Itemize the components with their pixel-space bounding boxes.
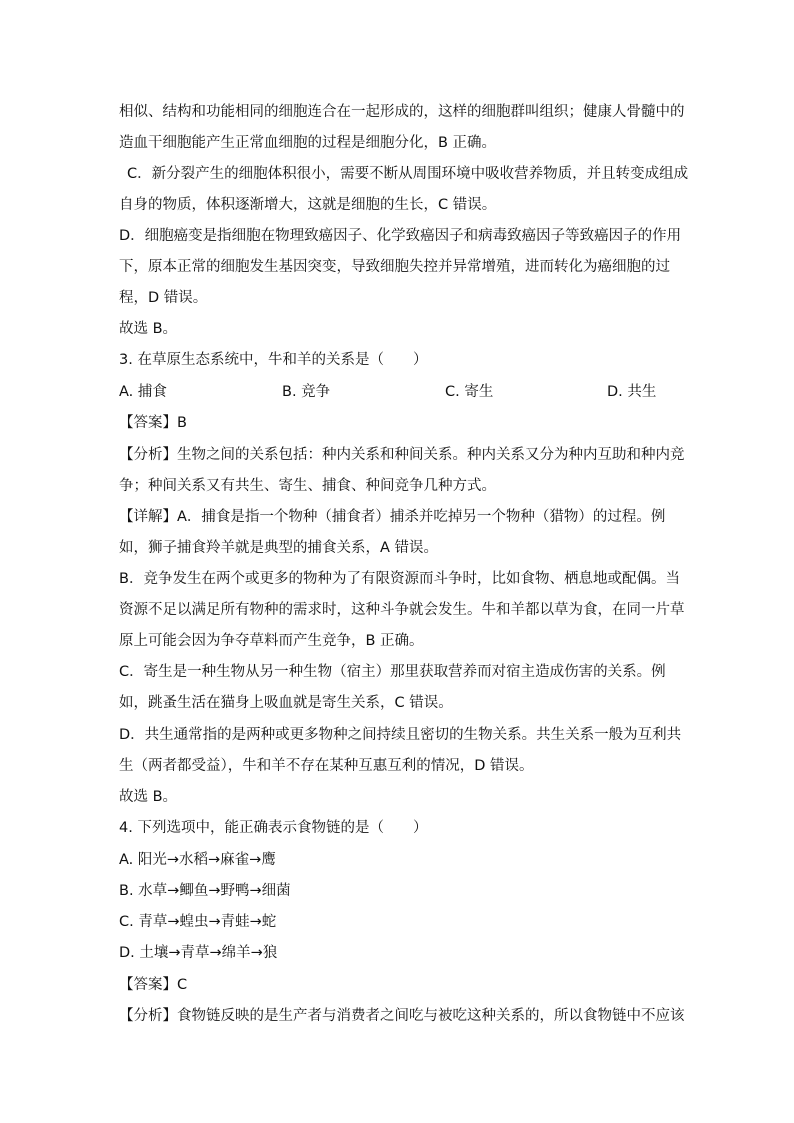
q3-answer (119, 413, 187, 433)
question-3-stem: 3. 在草原生态系统中，牛和羊的关系是（ ） (119, 352, 428, 368)
q3-option-b: B. 竞争 (282, 384, 331, 400)
q4-analysis-line (119, 1006, 685, 1026)
q3-detail-line: 如，跳蚤生活在猫身上吸血就是寄生关系，C 错误。 (119, 695, 453, 711)
answer-value: C (177, 977, 188, 993)
question-4-stem: 4. 下列选项中，能正确表示食物链的是（ ） (119, 820, 428, 836)
analysis-tag: 【分析】 (119, 1008, 177, 1024)
answer-tag: 【答案】 (119, 977, 177, 993)
text-line: 自身的物质，体积逐渐增大，这就是细胞的生长，C 错误。 (119, 197, 497, 213)
detail-tag: 【详解】 (119, 509, 177, 525)
q4-option-c: C. 青草→蝗虫→青蛙→蛇 (119, 914, 277, 930)
q3-analysis-line (119, 445, 685, 465)
answer-tag: 【答案】 (119, 415, 177, 431)
q3-analysis-line: 争；种间关系又有共生、寄生、捕食、种间竞争几种方式。 (119, 478, 496, 494)
q4-option-d: D. 土壤→青草→绵羊→狼 (119, 945, 278, 961)
text-line: 故选 B。 (119, 321, 178, 337)
q3-option-a: A. 捕食 (119, 384, 167, 400)
answer-value: B (177, 415, 187, 431)
q3-detail-line (119, 507, 665, 527)
q3-detail-line: 生（两者都受益），牛和羊不存在某种互惠互利的情况，D 错误。 (119, 758, 534, 774)
q3-option-c: C. 寄生 (445, 384, 494, 400)
analysis-text: 生物之间的关系包括：种内关系和种间关系。种内关系又分为种内互助和种内竞 (177, 447, 685, 463)
analysis-tag: 【分析】 (119, 447, 177, 463)
q3-option-d: D. 共生 (607, 384, 657, 400)
q3-detail-line: 如，狮子捕食羚羊就是典型的捕食关系，A 错误。 (119, 540, 439, 556)
text-line: D．细胞癌变是指细胞在物理致癌因子、化学致癌因子和病毒致癌因子等致癌因子的作用 (119, 228, 682, 244)
q4-option-b: B. 水草→鲫鱼→野鸭→细菌 (119, 883, 291, 899)
q4-option-a: A. 阳光→水稻→麻雀→鹰 (119, 852, 276, 868)
q3-detail-line: 原上可能会因为争夺草料而产生竞争，B 正确。 (119, 633, 424, 649)
text-line: 程，D 错误。 (119, 290, 208, 306)
text-line: 造血干细胞能产生正常血细胞的过程是细胞分化，B 正确。 (119, 135, 497, 151)
q3-detail-line: 故选 B。 (119, 789, 178, 805)
q3-detail-line: C．寄生是一种生物从另一种生物（宿主）那里获取营养而对宿主造成伤害的关系。例 (119, 664, 666, 680)
q3-detail-line: B．竞争发生在两个或更多的物种为了有限资源而斗争时，比如食物、栖息地或配偶。当 (119, 571, 680, 587)
text-line: C．新分裂产生的细胞体积很小，需要不断从周围环境中吸收营养物质，并且转变成组成 (127, 166, 689, 182)
text-line: 相似、结构和功能相同的细胞连合在一起形成的，这样的细胞群叫组织；健康人骨髓中的 (119, 104, 685, 120)
q4-answer (119, 975, 187, 995)
text-line: 下，原本正常的细胞发生基因突变，导致细胞失控并异常增殖，进而转化为癌细胞的过 (119, 259, 670, 275)
detail-text: A．捕食是指一个物种（捕食者）捕杀并吃掉另一个物种（猎物）的过程。例 (177, 509, 666, 525)
analysis-text: 食物链反映的是生产者与消费者之间吃与被吃这种关系的，所以食物链中不应该 (177, 1008, 685, 1024)
q3-detail-line: D．共生通常指的是两种或更多物种之间持续且密切的生物关系。共生关系一般为互利共 (119, 727, 682, 743)
q3-detail-line: 资源不足以满足所有物种的需求时，这种斗争就会发生。牛和羊都以草为食，在同一片草 (119, 602, 685, 618)
